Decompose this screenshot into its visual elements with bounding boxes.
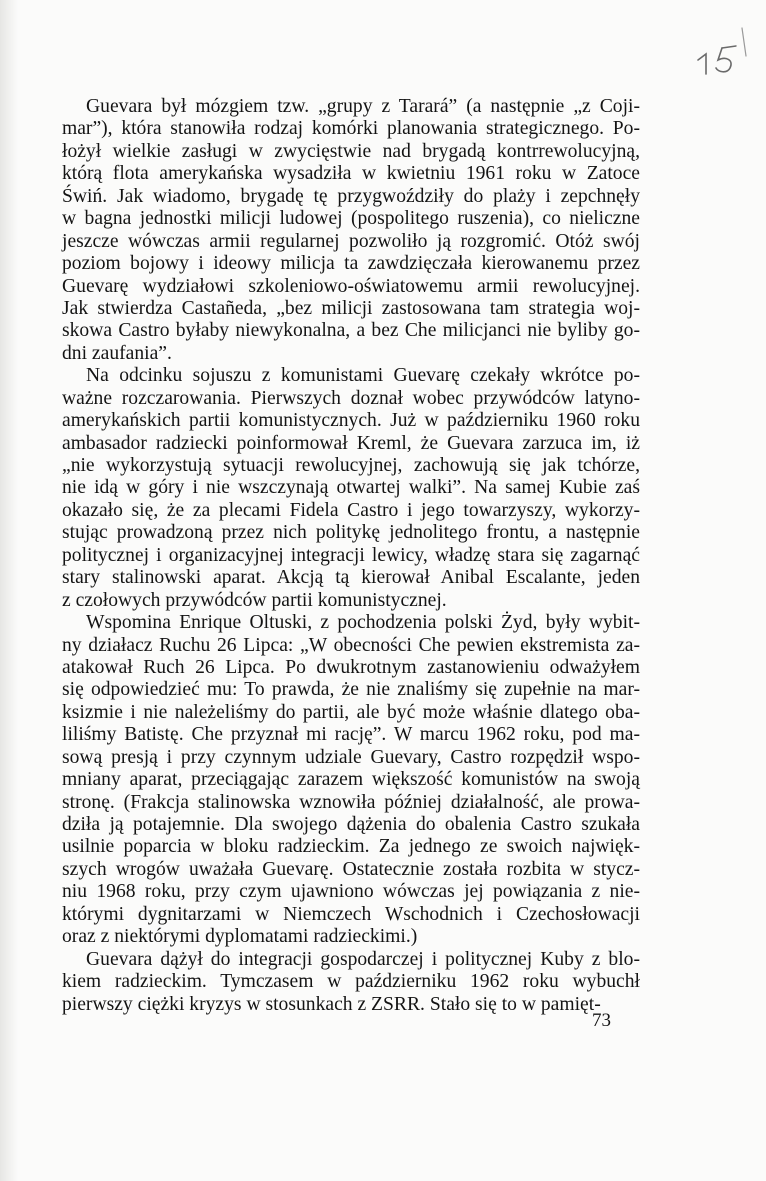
text-line: którą flota amerykańska wysadziła w kwietniu 1961 roku w Zatoce (62, 163, 640, 185)
text-line: Świń. Jak wiadomo, brygadę tę przygwoździły do plaży i zepchnęły (62, 185, 640, 207)
paragraph (62, 612, 640, 949)
text-line: oraz z niektórymi dyplomatami radzieckimi.) (62, 926, 418, 948)
text-line: ambasador radziecki poinformował Kreml, że Guevara zarzuca im, iż (62, 432, 640, 454)
text-line: nie idą w góry i nie wszczynają otwartej walki”. Na samej Kubie zaś (62, 477, 640, 499)
text-line: amerykańskich partii komunistycznych. Już w październiku 1960 roku (62, 410, 640, 432)
text-line: się odpowiedzieć mu: To prawda, że nie znaliśmy się zupełnie na mar- (62, 679, 640, 701)
text-line: „nie wykorzystują sytuacji rewolucyjnej, zachowują się jak tchórze, (62, 455, 640, 476)
paragraph (62, 96, 640, 365)
text-line: Guevara był mózgiem tzw. „grupy z Tarará” (a następnie „z Coji- (86, 96, 640, 117)
text-line: mniany aparat, przeciągając zarazem większość komunistów na swoją (62, 769, 640, 791)
text-line: Wspomina Enrique Oltuski, z pochodzenia polski Żyd, były wybit- (86, 612, 640, 634)
page-edge-shadow (0, 0, 18, 1181)
paragraph (62, 949, 640, 1016)
text-line: Guevarę wydziałowi szkoleniowo-oświatowemu armii rewolucyjnej. (62, 275, 640, 297)
handwritten-page-annotation (692, 26, 752, 76)
paragraph (62, 365, 640, 612)
text-line: dziła ją potajemnie. Dla swojego dążenia do obalenia Castro szukała (62, 814, 640, 835)
text-line: którymi dygnitarzami w Niemczech Wschodnich i Czechosłowacji (62, 903, 640, 925)
text-line: skowa Castro byłaby niewykonalna, a bez Che milicjanci nie byliby go- (62, 320, 640, 342)
text-line: politycznej i organizacyjnej integracji lewicy, władzę stara się zagarnąć (62, 544, 640, 566)
text-line: ny działacz Ruchu 26 Lipca: „W obecności Che pewien ekstremista za- (62, 634, 640, 656)
text-line: stronę. (Frakcja stalinowska wznowiła później działalność, ale prowa- (62, 791, 640, 813)
text-line: poziom bojowy i ideowy milicja ta zawdzięczała kierowanemu przez (62, 253, 640, 275)
text-line: z czołowych przywódców partii komunistycznej. (62, 589, 447, 611)
text-line: stary stalinowski aparat. Akcją tą kierował Anibal Escalante, jeden (62, 567, 640, 589)
text-line: szych wrogów uważała Guevarę. Ostatecznie została rozbita w stycz- (62, 858, 640, 880)
text-line: okazało się, że za plecami Fidela Castro i jego towarzyszy, wykorzy- (62, 499, 640, 521)
text-line: liliśmy Batistę. Che przyznał mi rację”. W marcu 1962 roku, pod ma- (62, 724, 640, 746)
text-line: dni zaufania”. (62, 342, 172, 364)
text-line: łożył wielkie zasługi w zwycięstwie nad brygadą kontrrewolucyjną, (62, 140, 640, 162)
text-line: niu 1968 roku, przy czym ujawniono wówczas jej powiązania z nie- (62, 881, 640, 903)
text-line: ksizmie i nie należeliśmy do partii, ale być może właśnie dlatego oba- (62, 701, 640, 723)
text-line: stując prowadzoną przez nich politykę jednolitego frontu, a następnie (62, 522, 640, 544)
text-line: atakował Ruch 26 Lipca. Po dwukrotnym zastanowieniu odważyłem (62, 656, 640, 678)
text-line: ważne rozczarowania. Pierwszych doznał wobec przywódców latyno- (62, 387, 640, 409)
page-number: 73 (592, 1010, 611, 1031)
text-line: sową presją i przy czynnym udziale Guevary, Castro rozpędził wspo- (62, 746, 640, 768)
text-line: Guevara dążył do integracji gospodarczej i politycznej Kuby z blo- (86, 948, 640, 970)
text-line: jeszcze wówczas armii regularnej pozwoliło ją rozgromić. Otóż swój (62, 230, 640, 252)
text-line: kiem radzieckim. Tymczasem w październiku 1962 roku wybuchł (62, 971, 640, 993)
handwritten-number-icon (692, 26, 752, 76)
text-line: w bagna jednostki milicji ludowej (pospolitego ruszenia), co nieliczne (62, 208, 640, 230)
text-line: mar”), która stanowiła rodzaj komórki planowania strategicznego. Po- (62, 118, 640, 140)
text-line: usilnie poparcia w bloku radzieckim. Za jednego ze swoich najwięk- (62, 836, 640, 858)
body-text (62, 96, 640, 1016)
text-line: pierwszy ciężki kryzys w stosunkach z ZSRR. Stało się to w pamięt- (62, 993, 601, 1015)
text-line: Na odcinku sojuszu z komunistami Guevarę czekały wkrótce po- (86, 365, 640, 387)
text-line: Jak stwierdza Castañeda, „bez milicji zastosowana tam strategia woj- (62, 297, 640, 319)
